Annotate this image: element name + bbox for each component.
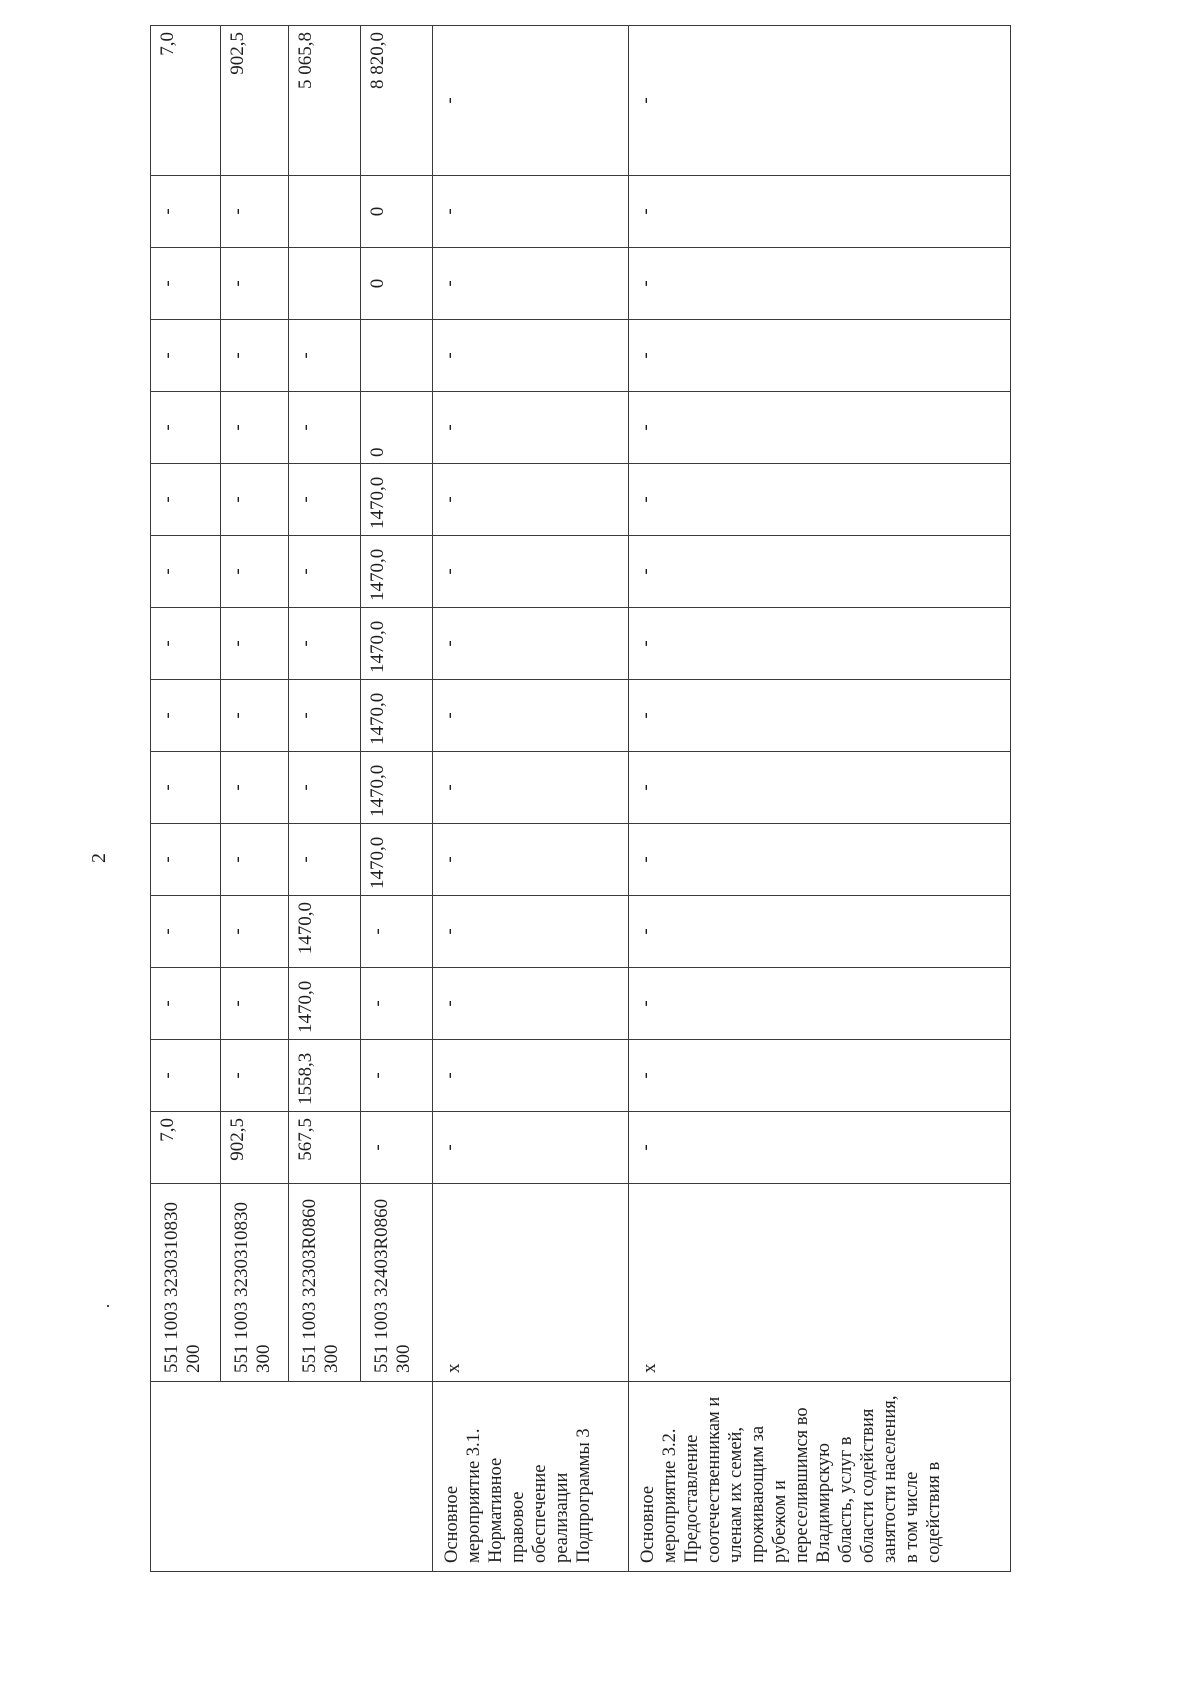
- value-cell: -: [289, 536, 361, 608]
- value-cell: -: [221, 176, 289, 248]
- value-cell: -: [629, 608, 1011, 680]
- value-cell: -: [151, 536, 221, 608]
- value-cell: -: [221, 824, 289, 896]
- value-cell: -: [629, 680, 1011, 752]
- value-cell: -: [151, 824, 221, 896]
- value-cell: -: [433, 752, 629, 824]
- total-cell: 5 065,8: [289, 26, 361, 176]
- value-cell: 1470,0: [361, 464, 433, 536]
- total-cell: -: [629, 26, 1011, 176]
- value-cell: 1470,0: [361, 680, 433, 752]
- table-row: [361, 26, 433, 1572]
- value-cell: -: [629, 176, 1011, 248]
- value-cell: -: [433, 176, 629, 248]
- value-cell: -: [433, 392, 629, 464]
- value-cell: -: [433, 968, 629, 1040]
- value-cell: -: [629, 896, 1011, 968]
- value-cell: 1470,0: [289, 896, 361, 968]
- value-cell: -: [629, 320, 1011, 392]
- value-cell: -: [433, 824, 629, 896]
- value-cell: 7,0: [151, 1112, 221, 1184]
- value-cell: 0: [361, 176, 433, 248]
- value-cell: -: [289, 464, 361, 536]
- total-cell: 8 820,0: [361, 26, 433, 176]
- value-cell: -: [151, 1040, 221, 1112]
- activity-name-cell: [151, 1382, 433, 1572]
- budget-code-cell: х: [433, 1184, 629, 1382]
- value-cell: 1470,0: [361, 824, 433, 896]
- scan-speck: [107, 1305, 109, 1307]
- value-cell: -: [433, 608, 629, 680]
- value-cell: 1470,0: [289, 968, 361, 1040]
- table-row: [433, 26, 629, 1572]
- value-cell: -: [289, 320, 361, 392]
- table-row: [221, 26, 289, 1572]
- value-cell: -: [151, 752, 221, 824]
- value-cell: -: [151, 320, 221, 392]
- value-cell: -: [151, 608, 221, 680]
- budget-code-cell: 551 1003 3230310830 200: [151, 1184, 221, 1382]
- value-cell: -: [361, 968, 433, 1040]
- value-cell: -: [289, 680, 361, 752]
- value-cell: -: [433, 248, 629, 320]
- budget-code-cell: 551 1003 32403R0860 300: [361, 1184, 433, 1382]
- value-cell: -: [629, 968, 1011, 1040]
- value-cell: -: [151, 680, 221, 752]
- value-cell: -: [221, 320, 289, 392]
- budget-table: [150, 25, 1011, 1572]
- value-cell: -: [289, 392, 361, 464]
- value-cell: -: [629, 464, 1011, 536]
- value-cell: -: [221, 392, 289, 464]
- value-cell: -: [221, 968, 289, 1040]
- activity-name-cell: Основное мероприятие 3.1. Нормативное правовое обеспечение реализации Подпрограммы 3: [433, 1382, 629, 1572]
- value-cell: -: [433, 320, 629, 392]
- activity-name-cell: Основное мероприятие 3.2. Предоставление соотечественникам и членам их семей, проживающим за рубежом и переселившимся во Владимирскую область, услуг в области содействия занятости населения, в том числе содействия в: [629, 1382, 1011, 1572]
- total-cell: -: [433, 26, 629, 176]
- budget-code-cell: 551 1003 32303R0860 300: [289, 1184, 361, 1382]
- value-cell: -: [629, 824, 1011, 896]
- value-cell: 1470,0: [361, 608, 433, 680]
- value-cell: -: [221, 608, 289, 680]
- value-cell: -: [151, 248, 221, 320]
- value-cell: 0: [361, 392, 433, 464]
- page-number: 2: [88, 853, 110, 863]
- value-cell: -: [151, 896, 221, 968]
- total-cell: 7,0: [151, 26, 221, 176]
- value-cell: -: [151, 464, 221, 536]
- value-cell: -: [433, 680, 629, 752]
- value-cell: [289, 176, 361, 248]
- value-cell: -: [289, 608, 361, 680]
- value-cell: -: [433, 1040, 629, 1112]
- value-cell: -: [221, 752, 289, 824]
- value-cell: -: [221, 464, 289, 536]
- value-cell: -: [629, 248, 1011, 320]
- value-cell: -: [433, 464, 629, 536]
- value-cell: -: [221, 1040, 289, 1112]
- budget-code-cell: х: [629, 1184, 1011, 1382]
- total-cell: 902,5: [221, 26, 289, 176]
- value-cell: 902,5: [221, 1112, 289, 1184]
- budget-code-cell: 551 1003 3230310830 300: [221, 1184, 289, 1382]
- value-cell: -: [151, 176, 221, 248]
- value-cell: -: [361, 896, 433, 968]
- value-cell: -: [151, 968, 221, 1040]
- value-cell: 0: [361, 248, 433, 320]
- value-cell: -: [221, 896, 289, 968]
- rotated-table-wrapper: [150, 32, 1010, 1572]
- value-cell: -: [289, 752, 361, 824]
- value-cell: -: [629, 536, 1011, 608]
- value-cell: -: [361, 1112, 433, 1184]
- value-cell: 1470,0: [361, 536, 433, 608]
- value-cell: -: [629, 752, 1011, 824]
- value-cell: -: [221, 536, 289, 608]
- value-cell: -: [629, 392, 1011, 464]
- value-cell: [361, 320, 433, 392]
- value-cell: [289, 248, 361, 320]
- value-cell: -: [433, 536, 629, 608]
- value-cell: -: [433, 1112, 629, 1184]
- value-cell: -: [221, 248, 289, 320]
- table-row: [629, 26, 1011, 1572]
- value-cell: -: [361, 1040, 433, 1112]
- value-cell: -: [221, 680, 289, 752]
- value-cell: 1470,0: [361, 752, 433, 824]
- table-row: [289, 26, 361, 1572]
- value-cell: -: [629, 1112, 1011, 1184]
- value-cell: -: [629, 1040, 1011, 1112]
- value-cell: -: [289, 824, 361, 896]
- value-cell: -: [433, 896, 629, 968]
- table-row: [151, 26, 221, 1572]
- value-cell: 567,5: [289, 1112, 361, 1184]
- value-cell: -: [151, 392, 221, 464]
- value-cell: 1558,3: [289, 1040, 361, 1112]
